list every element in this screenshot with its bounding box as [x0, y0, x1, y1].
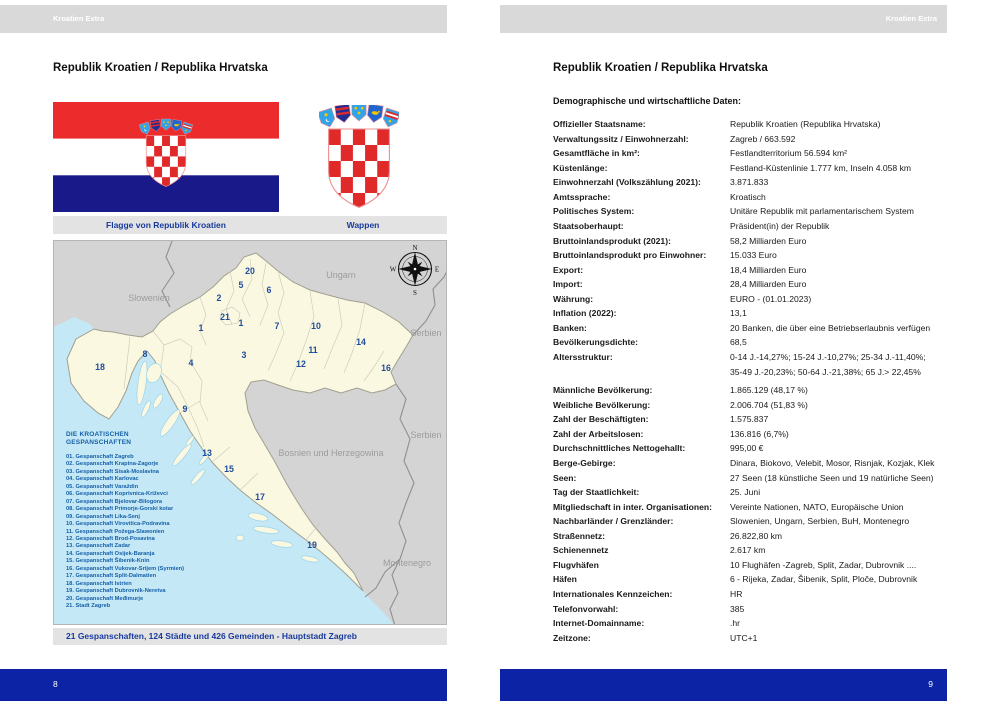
county-number: 20: [245, 266, 255, 276]
table-row: [553, 383, 947, 398]
country-label: Bosnien und Herzegowina: [278, 448, 384, 458]
row-value: Slowenien, Ungarn, Serbien, BuH, Montenegro: [730, 516, 910, 527]
page-number: 8: [53, 679, 58, 689]
row-label: Schienennetz: [553, 545, 609, 556]
table-row: [553, 514, 947, 529]
county-number: 4: [188, 358, 194, 368]
table-row: [553, 190, 947, 205]
table-row: [553, 146, 947, 161]
row-value: 2.617 km: [730, 545, 766, 556]
flag-caption-bar: [53, 216, 447, 234]
row-label: Nachbarländer / Grenzländer:: [553, 516, 674, 527]
row-value: 2.006.704 (51,83 %): [730, 399, 808, 410]
table-row: [553, 219, 947, 234]
compass-w: W: [389, 265, 397, 274]
row-label: Zahl der Arbeitslosen:: [553, 428, 644, 439]
row-value: 18,4 Milliarden Euro: [730, 264, 807, 275]
flag-caption: Flagge von Republik Kroatien: [106, 220, 226, 230]
row-value: 27 Seen (18 künstliche Seen und 19 natürliche Seen): [730, 472, 934, 483]
legend-item: 13. Gespanschaft Zadar: [66, 543, 131, 550]
table-row: [553, 587, 947, 602]
legend-item: 16. Gespanschaft Vukovar-Srijem (Syrmien): [66, 565, 185, 572]
row-value: 0-14 J.-14,27%; 15-24 J.-10,27%; 25-34 J.-11,40%; 35-49 J.-20,23%; 50-64 J.-21,38%; 65 J.> 22,45%: [730, 352, 926, 377]
county-number: 1: [198, 323, 204, 333]
legend-item: 19. Gespanschaft Dubrovnik-Neretva: [66, 588, 166, 595]
row-value: Zagreb / 663.592: [730, 133, 796, 144]
legend-title-line2: GESPANSCHAFTEN: [66, 439, 132, 446]
row-value: 68,5: [730, 337, 747, 348]
row-label: Internet-Domainname:: [553, 618, 645, 629]
row-label: Verwaltungssitz / Einwohnerzahl:: [553, 133, 689, 144]
legend-item: 01. Gespanschaft Zagreb: [66, 454, 134, 460]
row-label: Import:: [553, 279, 583, 290]
row-value: Präsident(in) der Republik: [730, 220, 830, 231]
table-row: [553, 500, 947, 515]
county-legend: [66, 431, 184, 611]
row-value: 28,4 Milliarden Euro: [730, 279, 807, 290]
county-number: 13: [202, 448, 212, 458]
table-row: [553, 350, 947, 379]
legend-item: 18. Gespanschaft Istrien: [66, 580, 132, 587]
row-value: Vereinte Nationen, NATO, Europäische Union: [730, 501, 904, 512]
county-number: 16: [381, 363, 391, 373]
croatia-coat-of-arms: [319, 105, 399, 209]
county-number: 19: [307, 540, 317, 550]
legend-item: 15. Gespanschaft Šibenik-Knin: [66, 558, 150, 565]
table-row: [553, 529, 947, 544]
section-title: Demographische und wirtschaftliche Daten:: [553, 96, 742, 106]
row-label: Häfen: [553, 574, 577, 585]
county-number: 7: [274, 321, 280, 331]
row-label: Altersstruktur:: [553, 352, 613, 362]
row-label: Währung:: [553, 293, 594, 304]
county-number: 15: [224, 464, 234, 474]
table-row: [553, 117, 947, 132]
legend-item: 06. Gespanschaft Koprivnica-Križevci: [66, 491, 168, 498]
legend-item: 17. Gespanschaft Split-Dalmatien: [66, 573, 157, 580]
row-label: Seen:: [553, 472, 577, 483]
legend-item: 07. Gespanschaft Bjelovar-Bilogora: [66, 498, 163, 505]
row-value: 3.871.833: [730, 177, 769, 188]
row-label: Zeitzone:: [553, 632, 591, 643]
county-number: 2: [216, 293, 222, 303]
county-number: 11: [308, 345, 318, 355]
county-number: 14: [356, 337, 366, 347]
row-value: 15.033 Euro: [730, 250, 777, 261]
row-label: Einwohnerzahl (Volkszählung 2021):: [553, 177, 701, 188]
row-label: Offizieller Staatsname:: [553, 119, 646, 129]
legend-item: 11. Gespanschaft Požega-Slawonien: [66, 528, 165, 535]
county-number: 9: [182, 404, 188, 414]
legend-item: 10. Gespanschaft Virovitica-Podravina: [66, 521, 170, 528]
row-value: HR: [730, 589, 743, 599]
row-value: 1.865.129 (48,17 %): [730, 385, 808, 396]
row-label: Durchschnittliches Nettogehallt:: [553, 443, 686, 454]
legend-item: 14. Gespanschaft Osijek-Baranja: [66, 550, 155, 557]
row-value: 6 - Rijeka, Zadar, Šibenik, Split, Ploče, Dubrovnik: [730, 574, 918, 585]
compass-e: E: [434, 265, 440, 274]
table-row: [553, 234, 947, 249]
row-label: Tag der Staatlichkeit:: [553, 487, 640, 498]
row-label: Amtssprache:: [553, 191, 611, 202]
page-left-header-bar: [0, 5, 447, 33]
row-label: Banken:: [553, 322, 587, 333]
county-number: 18: [95, 362, 105, 372]
row-value: EURO - (01.01.2023): [730, 293, 812, 304]
table-row: [553, 263, 947, 278]
row-label: Politisches System:: [553, 206, 635, 217]
county-number: 12: [296, 359, 306, 369]
row-label: Staatsoberhaupt:: [553, 220, 624, 231]
table-row: [553, 306, 947, 321]
page-number: 9: [928, 679, 933, 689]
legend-item: 20. Gespanschaft Međimurje: [66, 595, 144, 602]
legend-item: 12. Gespanschaft Brod-Posavina: [66, 535, 155, 542]
legend-item: 04. Gespanschaft Karlovac: [66, 476, 139, 483]
row-value: .hr: [730, 618, 741, 629]
row-value: 13,1: [730, 308, 747, 319]
table-row: [553, 321, 947, 336]
row-label: Bevölkerungsdichte:: [553, 337, 639, 348]
compass-n: N: [412, 244, 418, 252]
row-value: 26.822,80 km: [730, 530, 783, 541]
row-value: 385: [730, 603, 745, 614]
row-label: Flugvhäfen: [553, 559, 599, 570]
legend-item: 05. Gespanschaft Varaždin: [66, 483, 139, 490]
table-row: [553, 398, 947, 413]
page-right-header-bar: [500, 5, 947, 33]
row-value: 995,00 €: [730, 443, 764, 454]
county-number: 1: [238, 318, 244, 328]
table-row: [553, 132, 947, 147]
table-row: [553, 441, 947, 456]
legend-title-line1: DIE KROATISCHEN: [66, 431, 129, 438]
country-label: Serbien: [410, 430, 442, 440]
compass-s: S: [413, 289, 417, 297]
row-value: Festland-Küstenlinie 1.777 km, Inseln 4.058 km: [730, 162, 912, 173]
row-value: Unitäre Republik mit parlamentarischem System: [730, 206, 914, 217]
country-label: Ungarn: [326, 270, 356, 280]
row-label: Berge-Gebirge:: [553, 457, 616, 468]
table-row: [553, 175, 947, 190]
county-number: 5: [238, 280, 244, 290]
legend-item: 09. Gespanschaft Lika-Senj: [66, 513, 140, 520]
data-table: [553, 117, 947, 645]
table-row: [553, 485, 947, 500]
croatia-map: [53, 240, 447, 625]
row-value: 25. Juni: [730, 487, 761, 498]
header-label: Kroatien Extra: [885, 14, 937, 23]
row-value: UTC+1: [730, 632, 758, 643]
county-number: 17: [255, 492, 265, 502]
country-label: Montenegro: [382, 558, 432, 568]
row-label: Zahl der Beschäftigten:: [553, 414, 649, 425]
country-label: Serbien: [410, 328, 442, 338]
page-right-title: Republik Kroatien / Republika Hrvatska: [553, 62, 768, 74]
county-number: 8: [142, 349, 148, 359]
row-value: Dinara, Biokovo, Velebit, Mosor, Risnjak, Kozjak, Klek: [730, 457, 935, 468]
coat-caption: Wappen: [346, 220, 380, 230]
table-row: [553, 616, 947, 631]
table-row: [553, 277, 947, 292]
row-label: Bruttoinlandsprodukt pro Einwohner:: [553, 250, 707, 261]
row-label: Straßennetz:: [553, 530, 606, 541]
row-value: Republik Kroatien (Republika Hrvatska): [730, 119, 881, 129]
table-row: [553, 558, 947, 573]
row-label: Mitgliedschaft in inter. Organisationen:: [553, 501, 713, 512]
table-row: [553, 456, 947, 471]
page-left-title: Republik Kroatien / Republika Hrvatska: [53, 62, 268, 74]
county-number: 3: [241, 350, 247, 360]
row-label: Telefonvorwahl:: [553, 603, 619, 614]
table-row: [553, 471, 947, 486]
row-label: Küstenlänge:: [553, 162, 608, 173]
row-value: Festlandterritorium 56.594 km²: [730, 148, 848, 159]
row-label: Inflation (2022):: [553, 308, 617, 319]
table-row: [553, 631, 947, 646]
row-value: Kroatisch: [730, 191, 766, 202]
croatia-flag: [53, 102, 279, 212]
row-value: 58,2 Milliarden Euro: [730, 235, 807, 246]
table-row: [553, 427, 947, 442]
legend-item: 02. Gespanschaft Krapina-Zagorje: [66, 461, 159, 468]
county-number: 21: [220, 312, 230, 322]
row-value: 10 Flughäfen -Zagreb, Split, Zadar, Dubrovnik ....: [730, 559, 917, 570]
legend-list: [66, 454, 184, 611]
table-row: [553, 335, 947, 350]
row-value: 20 Banken, die über eine Betriebserlaubnis verfügen: [730, 322, 931, 333]
row-value: 1.575.837: [730, 414, 769, 425]
row-label: Bruttoinlandsprodukt (2021):: [553, 235, 671, 246]
row-label: Männliche Bevölkerung:: [553, 385, 653, 396]
table-row: [553, 412, 947, 427]
legend-item: 08. Gespanschaft Primorje-Gorski kotar: [66, 506, 174, 513]
country-label: Slowenien: [128, 293, 170, 303]
row-label: Internationales Kennzeichen:: [553, 589, 673, 599]
county-number: 10: [311, 321, 321, 331]
table-row: [553, 543, 947, 558]
row-label: Export:: [553, 264, 584, 275]
table-row: [553, 248, 947, 263]
table-row: [553, 292, 947, 307]
row-label: Gesamtfläche in km²:: [553, 148, 640, 159]
page-right-footer-bar: [500, 669, 947, 701]
header-label: Kroatien Extra: [53, 14, 105, 23]
table-row: [553, 204, 947, 219]
table-row: [553, 602, 947, 617]
table-row: [553, 161, 947, 176]
table-row: [553, 572, 947, 587]
row-value: 136.816 (6,7%): [730, 428, 789, 439]
map-caption-bar: 21 Gespanschaften, 124 Städte und 426 Gemeinden - Hauptstadt Zagreb: [53, 628, 447, 645]
legend-item: 21. Stadt Zagreb: [66, 603, 111, 610]
row-label: Weibliche Bevölkerung:: [553, 399, 651, 410]
county-number: 6: [266, 285, 272, 295]
page-left-footer-bar: [0, 669, 447, 701]
legend-item: 03. Gespanschaft Sisak-Moslavina: [66, 468, 159, 475]
